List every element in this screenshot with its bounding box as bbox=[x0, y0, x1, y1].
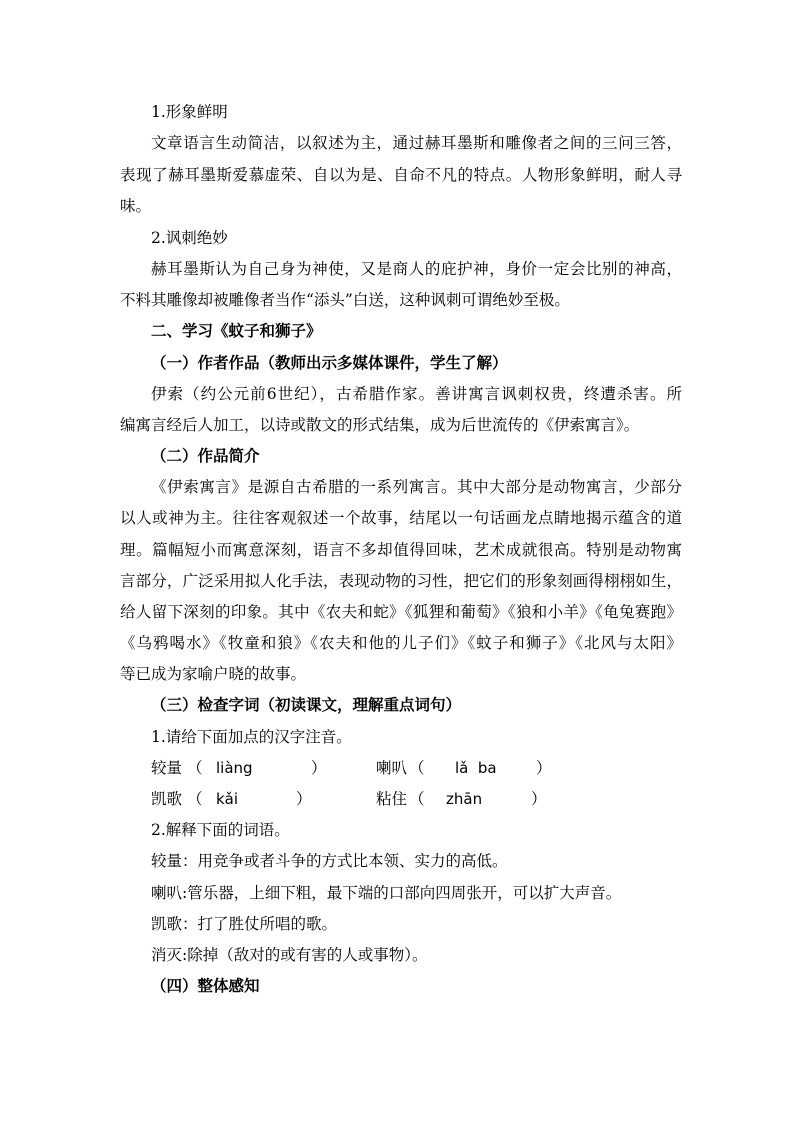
subsection-title: （二）作品简介 bbox=[151, 446, 260, 465]
heading-vivid-image: 1.形象鲜明 bbox=[151, 103, 228, 121]
paragraph-line: 言部分，广泛采用拟人化手法，表现动物的习性，把它们的形象刻画得栩栩如生， bbox=[120, 572, 682, 590]
paragraph-line: 给人留下深刻的印象。其中《农夫和蛇》《狐狸和葡萄》《狼和小羊》《龟兔赛跑》 bbox=[120, 603, 682, 621]
open-paren: （ bbox=[409, 790, 425, 808]
paragraph-line: 表现了赫耳墨斯爱慕虚荣、自以为是、自命不凡的特点。人物形象鲜明，耐人寻 bbox=[120, 166, 682, 184]
pinyin-answer: lǎ ba bbox=[455, 759, 497, 777]
section-title: 二、学习《蚊子和狮子》 bbox=[151, 321, 322, 340]
definition-line: 消灭:除掉（敌对的或有害的人或事物）。 bbox=[151, 946, 428, 964]
paragraph-line: 以人或神为主。往往客观叙述一个故事，结尾以一句话画龙点睛地揭示蕴含的道 bbox=[120, 509, 682, 527]
paragraph-line: 等已成为家喻户晓的故事。 bbox=[120, 665, 307, 683]
close-paren: ） bbox=[296, 790, 312, 808]
close-paren: ） bbox=[311, 759, 327, 777]
paragraph-line: 不料其雕像却被雕像者当作“添头”白送，这种讽刺可谓绝妙至极。 bbox=[120, 291, 570, 309]
definition-line: 凯歌：打了胜仗所唱的歌。 bbox=[151, 915, 338, 933]
paragraph-line: 《伊索寓言》是源自古希腊的一系列寓言。其中大部分是动物寓言，少部分 bbox=[151, 478, 682, 496]
paragraph-line: 赫耳墨斯认为自己身为神使，又是商人的庇护神，身价一定会比别的神高， bbox=[151, 260, 682, 278]
paragraph-line: 味。 bbox=[120, 197, 152, 215]
definition-line: 较量：用竞争或者斗争的方式比本领、实力的高低。 bbox=[151, 852, 508, 870]
paragraph-line: 伊索（约公元前6世纪），古希腊作家。善讲寓言讽刺权贵，终遭杀害。所 bbox=[151, 385, 682, 403]
subsection-title: （三）检查字词（初读课文，理解重点词句） bbox=[151, 695, 462, 714]
paragraph-line: 理。篇幅短小而寓意深刻，语言不多却值得回味，艺术成就很高。特别是动物寓 bbox=[120, 541, 682, 559]
definition-line: 喇叭:管乐器，上细下粗，最下端的口部向四周张开，可以扩大声音。 bbox=[151, 884, 622, 902]
pinyin-word: 较量 bbox=[151, 759, 183, 777]
open-paren: （ bbox=[409, 759, 425, 777]
pinyin-answer: zhān bbox=[446, 790, 483, 808]
close-paren: ） bbox=[536, 759, 552, 777]
open-paren: （ bbox=[187, 759, 203, 777]
open-paren: （ bbox=[187, 790, 203, 808]
pinyin-answer: kǎi bbox=[216, 790, 239, 808]
subsection-title: （四）整体感知 bbox=[151, 976, 260, 995]
paragraph-line: 编寓言经后人加工，以诗或散文的形式结集，成为后世流传的《伊索寓言》。 bbox=[120, 416, 640, 434]
close-paren: ） bbox=[531, 790, 547, 808]
question-pinyin: 1.请给下面加点的汉字注音。 bbox=[151, 728, 352, 746]
pinyin-word: 喇叭 bbox=[376, 759, 408, 777]
heading-satire: 2.讽刺绝妙 bbox=[151, 229, 228, 247]
pinyin-answer: liàng bbox=[216, 759, 253, 777]
question-explain: 2.解释下面的词语。 bbox=[151, 821, 290, 839]
paragraph-line: 文章语言生动简洁，以叙述为主，通过赫耳墨斯和雕像者之间的三问三答， bbox=[151, 134, 682, 152]
pinyin-word: 粘住 bbox=[376, 790, 408, 808]
pinyin-word: 凯歌 bbox=[151, 790, 183, 808]
paragraph-line: 《乌鸦喝水》《牧童和狼》《农夫和他的儿子们》《蚊子和狮子》《北风与太阳》 bbox=[120, 634, 682, 652]
subsection-title: （一）作者作品（教师出示多媒体课件，学生了解） bbox=[151, 353, 508, 372]
